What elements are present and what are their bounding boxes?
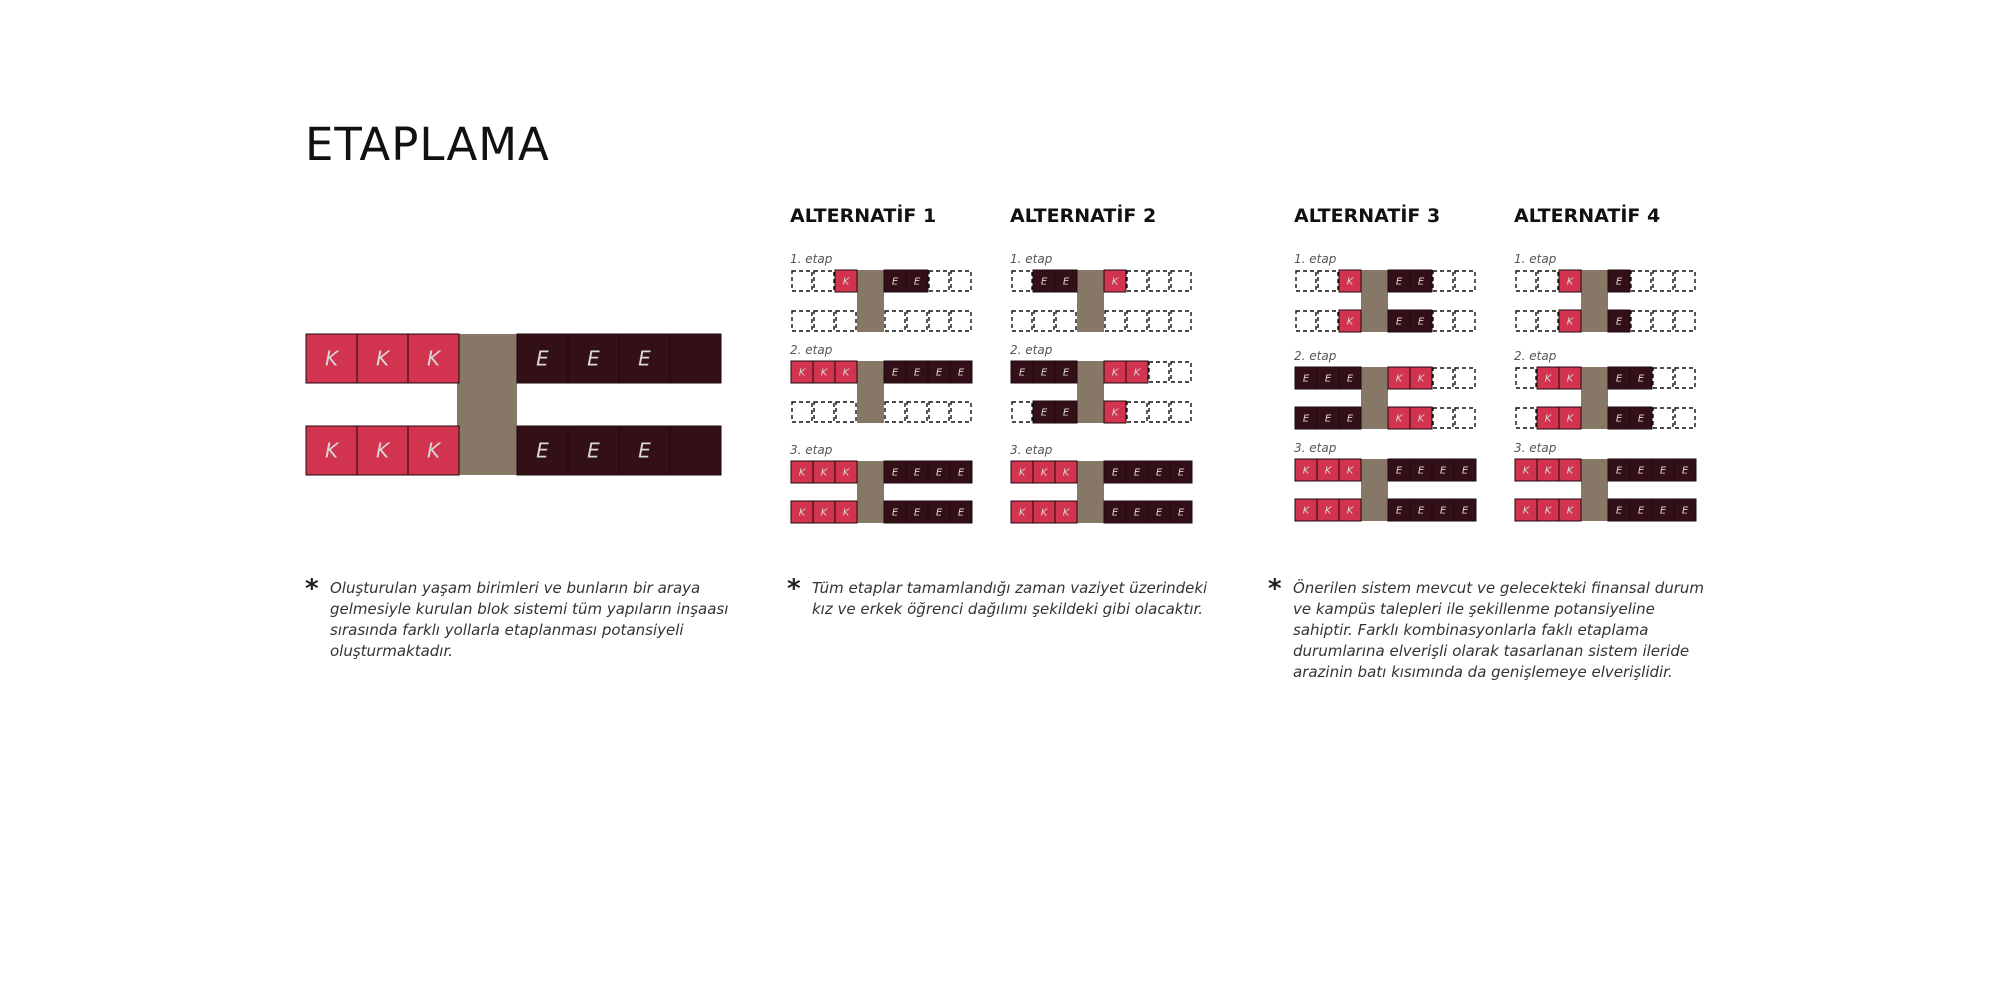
unit-letter: K	[798, 367, 806, 379]
empty-unit	[1538, 311, 1558, 331]
unit-letter: K	[1395, 413, 1403, 425]
unit-letter: K	[324, 346, 339, 371]
empty-unit	[1433, 271, 1453, 291]
unit-letter: E	[1324, 373, 1332, 385]
empty-unit	[1675, 368, 1695, 388]
unit-letter: K	[1566, 505, 1574, 517]
unit-letter: K	[820, 467, 828, 479]
unit-letter: K	[1417, 373, 1425, 385]
unit-letter: E	[1417, 316, 1425, 328]
empty-unit	[1296, 271, 1316, 291]
unit-letter: K	[375, 438, 390, 463]
unit-letter: K	[426, 346, 441, 371]
unit-letter: E	[935, 507, 943, 519]
unit-letter: E	[1062, 407, 1070, 419]
unit-letter: E	[1417, 465, 1425, 477]
unit-letter: K	[1544, 465, 1552, 477]
unit-letter: K	[1324, 465, 1332, 477]
unit-letter: K	[1522, 465, 1530, 477]
unit-letter: K	[324, 438, 339, 463]
page-title: ETAPLAMA	[305, 118, 550, 171]
empty-unit	[1171, 271, 1191, 291]
unit-letter: E	[1133, 507, 1141, 519]
empty-unit	[836, 402, 856, 422]
unit-letter: K	[1018, 467, 1026, 479]
unit-letter: E	[1395, 316, 1403, 328]
empty-unit	[1127, 271, 1147, 291]
empty-unit	[929, 271, 949, 291]
unit-letter: K	[1346, 276, 1354, 288]
core-circulation	[1077, 361, 1104, 423]
empty-unit	[1318, 311, 1338, 331]
empty-unit	[951, 271, 971, 291]
stage-label-2: 2. etap	[1294, 349, 1337, 363]
core-circulation	[857, 270, 884, 332]
empty-unit	[885, 402, 905, 422]
unit-letter: E	[1637, 505, 1645, 517]
unit-letter: E	[638, 346, 651, 371]
unit-letter: K	[1566, 316, 1574, 328]
empty-unit	[1455, 408, 1475, 428]
empty-unit	[1516, 408, 1536, 428]
stage-label-2: 2. etap	[790, 343, 833, 357]
empty-unit	[1433, 368, 1453, 388]
e-unit	[670, 334, 721, 383]
stage-label-1: 1. etap	[1514, 252, 1557, 266]
unit-letter: E	[1637, 373, 1645, 385]
empty-unit	[1171, 402, 1191, 422]
unit-letter: K	[1417, 413, 1425, 425]
unit-letter: E	[1637, 465, 1645, 477]
empty-unit	[1012, 311, 1032, 331]
stage-label-3: 3. etap	[790, 443, 833, 457]
core-circulation	[1361, 270, 1388, 332]
unit-letter: E	[957, 467, 965, 479]
core-circulation	[1361, 367, 1388, 429]
empty-unit	[885, 311, 905, 331]
empty-unit	[929, 311, 949, 331]
unit-letter: E	[891, 467, 899, 479]
empty-unit	[1171, 311, 1191, 331]
note-line: durumlarına elverişli olarak tasarlanan sistem ileride	[1293, 642, 1690, 660]
empty-unit	[1538, 271, 1558, 291]
unit-letter: E	[1018, 367, 1026, 379]
empty-unit	[1675, 408, 1695, 428]
unit-letter: E	[913, 367, 921, 379]
empty-unit	[1171, 362, 1191, 382]
empty-unit	[1318, 271, 1338, 291]
unit-letter: K	[375, 346, 390, 371]
unit-letter: E	[913, 507, 921, 519]
empty-unit	[836, 311, 856, 331]
unit-letter: E	[1615, 505, 1623, 517]
unit-letter: K	[842, 367, 850, 379]
unit-letter: E	[1615, 316, 1623, 328]
unit-letter: K	[1018, 507, 1026, 519]
empty-unit	[1675, 271, 1695, 291]
stage-label-1: 1. etap	[790, 252, 833, 266]
empty-unit	[1631, 271, 1651, 291]
unit-letter: K	[1544, 505, 1552, 517]
empty-unit	[814, 311, 834, 331]
unit-letter: E	[1417, 276, 1425, 288]
unit-letter: E	[1395, 505, 1403, 517]
unit-letter: K	[1566, 276, 1574, 288]
unit-letter: K	[1395, 373, 1403, 385]
unit-letter: K	[1544, 413, 1552, 425]
unit-letter: K	[820, 507, 828, 519]
unit-letter: K	[1111, 367, 1119, 379]
unit-letter: K	[1566, 465, 1574, 477]
unit-letter: K	[1062, 467, 1070, 479]
stage-label-3: 3. etap	[1294, 441, 1337, 455]
empty-unit	[1631, 311, 1651, 331]
empty-unit	[907, 402, 927, 422]
unit-letter: E	[1395, 465, 1403, 477]
note-text	[1293, 578, 1704, 683]
alternative-3-grid	[1294, 268, 1484, 538]
note-line: oluşturmaktadır.	[330, 642, 454, 660]
unit-letter: E	[891, 507, 899, 519]
unit-letter: E	[913, 467, 921, 479]
unit-letter: E	[1417, 505, 1425, 517]
note-line: Tüm etaplar tamamlandığı zaman vaziyet üzerindeki	[812, 579, 1208, 597]
unit-letter: E	[1040, 367, 1048, 379]
unit-letter: E	[1439, 505, 1447, 517]
unit-letter: E	[891, 276, 899, 288]
empty-unit	[951, 402, 971, 422]
unit-letter: E	[1659, 465, 1667, 477]
unit-letter: E	[1615, 413, 1623, 425]
unit-letter: E	[1155, 467, 1163, 479]
empty-unit	[1034, 311, 1054, 331]
empty-unit	[1516, 368, 1536, 388]
empty-unit	[1105, 311, 1125, 331]
empty-unit	[1675, 311, 1695, 331]
unit-letter: E	[1659, 505, 1667, 517]
unit-letter: E	[1637, 413, 1645, 425]
empty-unit	[1127, 311, 1147, 331]
core-circulation	[857, 361, 884, 423]
note-line: gelmesiyle kurulan blok sistemi tüm yapıların inşaası	[330, 600, 729, 618]
empty-unit	[814, 271, 834, 291]
note-line: Oluşturulan yaşam birimleri ve bunların bir araya	[330, 579, 701, 597]
unit-letter: E	[1111, 467, 1119, 479]
empty-unit	[929, 402, 949, 422]
stage-label-3: 3. etap	[1514, 441, 1557, 455]
stage-label-3: 3. etap	[1010, 443, 1053, 457]
unit-letter: K	[1346, 316, 1354, 328]
unit-letter: K	[1302, 465, 1310, 477]
empty-unit	[907, 311, 927, 331]
unit-letter: E	[1461, 465, 1469, 477]
note-line: sırasında farklı yollarla etaplanması potansiyeli	[330, 621, 684, 639]
unit-letter: K	[1566, 373, 1574, 385]
empty-unit	[1433, 311, 1453, 331]
unit-letter: E	[587, 438, 600, 463]
unit-letter: K	[820, 367, 828, 379]
unit-letter: E	[1177, 467, 1185, 479]
unit-letter: E	[1302, 373, 1310, 385]
unit-letter: E	[1395, 276, 1403, 288]
empty-unit	[814, 402, 834, 422]
unit-letter: E	[1439, 465, 1447, 477]
unit-letter: E	[1681, 465, 1689, 477]
unit-letter: E	[1040, 407, 1048, 419]
unit-letter: E	[891, 367, 899, 379]
empty-unit	[951, 311, 971, 331]
unit-letter: E	[957, 367, 965, 379]
asterisk: *	[1268, 574, 1282, 604]
unit-letter: E	[536, 438, 549, 463]
empty-unit	[1653, 408, 1673, 428]
alternative-1-grid	[790, 268, 980, 538]
alternative-title: ALTERNATİF 3	[1294, 205, 1441, 227]
asterisk: *	[305, 574, 319, 604]
stage-label-1: 1. etap	[1010, 252, 1053, 266]
alternative-title: ALTERNATİF 1	[790, 205, 937, 227]
alternative-title: ALTERNATİF 2	[1010, 205, 1157, 227]
unit-letter: E	[1155, 507, 1163, 519]
empty-unit	[1455, 368, 1475, 388]
unit-letter: K	[1324, 505, 1332, 517]
unit-letter: K	[842, 467, 850, 479]
unit-letter: E	[1346, 413, 1354, 425]
unit-letter: K	[1302, 505, 1310, 517]
unit-letter: E	[935, 467, 943, 479]
unit-letter: E	[957, 507, 965, 519]
unit-letter: E	[1461, 505, 1469, 517]
core-circulation	[1077, 461, 1104, 523]
unit-letter: K	[842, 507, 850, 519]
note-line: ve kampüs talepleri ile şekillenme potansiyeline	[1293, 600, 1655, 618]
core-circulation	[457, 334, 517, 475]
note-text	[812, 578, 1207, 620]
empty-unit	[1012, 402, 1032, 422]
alternative-2-grid	[1010, 268, 1200, 538]
core-circulation	[1581, 367, 1608, 429]
alternative-4-grid	[1514, 268, 1704, 538]
empty-unit	[1455, 271, 1475, 291]
unit-letter: K	[798, 467, 806, 479]
empty-unit	[1516, 271, 1536, 291]
unit-letter: E	[1346, 373, 1354, 385]
note-line: arazinin batı kısımında da genişlemeye elverişlidir.	[1293, 663, 1673, 681]
core-circulation	[1077, 270, 1104, 332]
stage-label-1: 1. etap	[1294, 252, 1337, 266]
stage-label-2: 2. etap	[1514, 349, 1557, 363]
unit-letter: K	[1111, 407, 1119, 419]
unit-letter: E	[587, 346, 600, 371]
empty-unit	[1653, 368, 1673, 388]
empty-unit	[1653, 311, 1673, 331]
alternative-title: ALTERNATİF 4	[1514, 205, 1661, 227]
unit-letter: K	[1133, 367, 1141, 379]
empty-unit	[1516, 311, 1536, 331]
empty-unit	[792, 311, 812, 331]
note-line: kız ve erkek öğrenci dağılımı şekildeki gibi olacaktır.	[812, 600, 1204, 618]
unit-letter: K	[1544, 373, 1552, 385]
note-text	[330, 578, 728, 662]
asterisk: *	[787, 574, 801, 604]
unit-letter: K	[1040, 507, 1048, 519]
unit-letter: E	[1062, 367, 1070, 379]
unit-letter: E	[913, 276, 921, 288]
unit-letter: E	[536, 346, 549, 371]
unit-letter: K	[1346, 505, 1354, 517]
empty-unit	[1149, 271, 1169, 291]
unit-letter: K	[842, 276, 850, 288]
empty-unit	[1653, 271, 1673, 291]
unit-letter: E	[1040, 276, 1048, 288]
e-unit	[670, 426, 721, 475]
unit-letter: K	[1346, 465, 1354, 477]
unit-letter: E	[1111, 507, 1119, 519]
core-circulation	[1361, 459, 1388, 521]
empty-unit	[1149, 402, 1169, 422]
unit-letter: E	[1681, 505, 1689, 517]
core-circulation	[1581, 459, 1608, 521]
unit-letter: K	[1062, 507, 1070, 519]
unit-letter: K	[1040, 467, 1048, 479]
unit-letter: E	[1062, 276, 1070, 288]
unit-letter: E	[1302, 413, 1310, 425]
empty-unit	[1455, 311, 1475, 331]
unit-letter: E	[1615, 465, 1623, 477]
unit-letter: K	[798, 507, 806, 519]
core-circulation	[857, 461, 884, 523]
empty-unit	[1056, 311, 1076, 331]
main-block-diagram	[304, 332, 724, 482]
empty-unit	[792, 271, 812, 291]
stage-label-2: 2. etap	[1010, 343, 1053, 357]
unit-letter: E	[1615, 276, 1623, 288]
unit-letter: E	[1324, 413, 1332, 425]
empty-unit	[1149, 362, 1169, 382]
unit-letter: K	[1111, 276, 1119, 288]
unit-letter: E	[638, 438, 651, 463]
empty-unit	[1149, 311, 1169, 331]
note-line: sahiptir. Farklı kombinasyonlarla faklı etaplama	[1293, 621, 1649, 639]
empty-unit	[792, 402, 812, 422]
empty-unit	[1433, 408, 1453, 428]
empty-unit	[1296, 311, 1316, 331]
note-line: Önerilen sistem mevcut ve gelecekteki finansal durum	[1293, 579, 1705, 597]
unit-letter: K	[1566, 413, 1574, 425]
core-circulation	[1581, 270, 1608, 332]
unit-letter: E	[1133, 467, 1141, 479]
unit-letter: E	[935, 367, 943, 379]
empty-unit	[1127, 402, 1147, 422]
unit-letter: E	[1177, 507, 1185, 519]
unit-letter: E	[1615, 373, 1623, 385]
empty-unit	[1012, 271, 1032, 291]
unit-letter: K	[1522, 505, 1530, 517]
unit-letter: K	[426, 438, 441, 463]
